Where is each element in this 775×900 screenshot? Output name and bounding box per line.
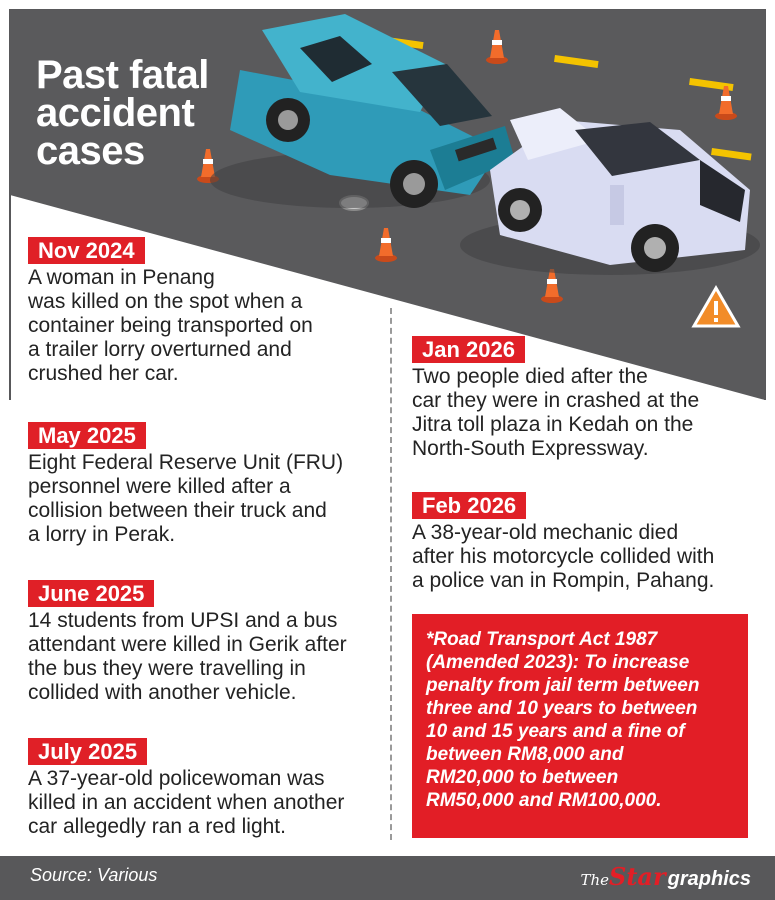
title-line: cases <box>36 129 145 173</box>
brand-the: The <box>580 871 610 889</box>
case-entry-july-2025 <box>28 738 344 839</box>
case-description: Eight Federal Reserve Unit (FRU) personnel were killed after a collision between their truck and a lorry in Perak. <box>28 451 344 546</box>
brand-star: Star <box>609 862 666 891</box>
page-title <box>36 53 209 173</box>
title-line: accident <box>36 91 195 135</box>
case-description: A 38-year-old mechanic died after his motorcycle collided with a police van in Rompin, Pahang. <box>412 521 715 592</box>
case-description: 14 students from UPSI and a bus attendant were killed in Gerik after the bus they were travelling in collided with another vehicle. <box>28 609 347 704</box>
brand-graphics: graphics <box>667 868 751 890</box>
case-entry-nov-2024 <box>28 237 313 386</box>
legal-note-box: *Road Transport Act 1987 (Amended 2023): To increase penalty from jail term between three and 10 years to between 10 and 15 years and a fine of between RM8,000 and RM20,000 to between RM50,000 and RM100,000. <box>412 614 748 838</box>
date-badge: June 2025 <box>28 580 154 607</box>
case-entry-june-2025 <box>28 580 347 705</box>
brand-logo <box>580 862 751 891</box>
case-entry-jan-2026 <box>412 336 699 461</box>
title-line: Past fatal <box>36 53 209 97</box>
case-description: A woman in Penang was killed on the spot when a container being transported on a trailer lorry overturned and crushed her car. <box>28 266 313 385</box>
column-divider <box>390 308 392 840</box>
source-credit: Source: Various <box>30 865 158 885</box>
case-entry-feb-2026 <box>412 492 714 593</box>
date-badge: May 2025 <box>28 422 146 449</box>
date-badge: July 2025 <box>28 738 147 765</box>
footer-bar <box>0 856 775 900</box>
date-badge: Feb 2026 <box>412 492 526 519</box>
case-description: A 37-year-old policewoman was killed in an accident when another car allegedly ran a red light. <box>28 767 345 838</box>
case-description: Two people died after the car they were in crashed at the Jitra toll plaza in Kedah on the North-South Expressway. <box>412 365 700 460</box>
date-badge: Nov 2024 <box>28 237 145 264</box>
case-entry-may-2025 <box>28 422 343 547</box>
date-badge: Jan 2026 <box>412 336 525 363</box>
